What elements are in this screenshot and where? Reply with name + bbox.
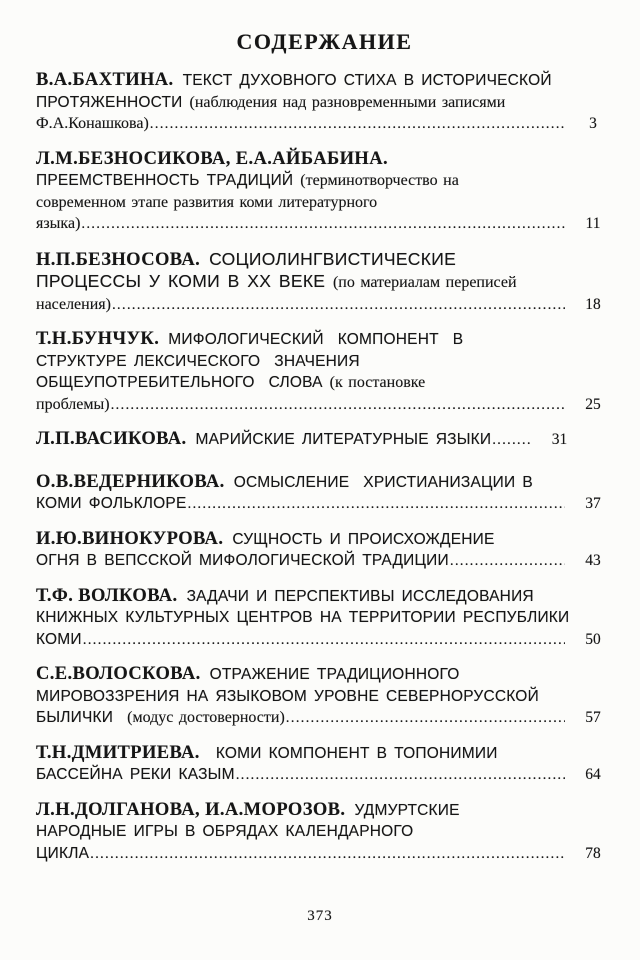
dot-leader [236,765,565,787]
toc-entry [36,329,613,416]
author-name: В.А.БАХТИНА. [36,70,174,90]
dot-leader [81,214,565,236]
article-title: ОТРАЖЕНИЕ ТРАДИЦИОННОГО [209,666,460,683]
article-title: ЦИКЛА [36,844,90,862]
toc-line [36,586,613,608]
article-note: (по материалам переписей [332,274,517,291]
toc-entry [36,743,613,787]
article-note: (модус достоверности) [127,709,285,726]
article-title: КОМИ [36,630,82,648]
entry-page-number: 25 [585,395,601,413]
toc-line [36,70,613,92]
toc-line [36,394,613,417]
contents-heading: СОДЕРЖАНИЕ [236,29,413,54]
toc-line [36,843,613,866]
article-title: КОМИ ФОЛЬКЛОРЕ [36,495,187,512]
toc-line [36,170,613,192]
article-title: ОСМЫСЛЕНИЕ ХРИСТИАНИЗАЦИИ В [233,473,533,491]
toc-line [36,113,613,136]
toc-line [36,149,613,171]
author-name: Н.П.БЕЗНОСОВА. [36,249,201,270]
entry-page-number: 57 [585,709,601,726]
toc-line [36,800,613,822]
article-title: КНИЖНЫХ КУЛЬТУРНЫХ ЦЕНТРОВ НА ТЕРРИТОРИИ РЕСПУБЛИКИ [36,609,570,626]
toc-line [36,686,613,708]
author-name: И.Ю.ВИНОКУРОВА. [36,528,224,549]
toc-line [36,607,613,629]
toc-line [36,271,613,294]
toc-line [36,249,613,272]
dot-leader [450,551,565,573]
article-title: ПРОЦЕССЫ У КОМИ В XX ВЕКЕ [36,271,333,291]
toc-entry [36,586,613,652]
author-name: Т.Н.БУНЧУК. [36,329,160,349]
entry-page-number: 18 [585,295,601,313]
toc-line [36,294,613,317]
article-note: (к постановке [329,374,426,391]
article-title: ЗАДАЧИ И ПЕРСПЕКТИВЫ ИССЛЕДОВАНИЯ [186,587,534,605]
author-name: Л.Н.ДОЛГАНОВА, И.А.МОРОЗОВ. [36,799,346,820]
toc-line [36,764,613,787]
toc-line [36,192,613,214]
toc-entry [36,800,613,866]
entry-page-number: 37 [585,495,601,512]
article-title: ПРЕЕМСТВЕННОСТЬ ТРАДИЦИЙ [36,172,301,189]
article-note: (наблюдения над разновременными записями [189,93,506,111]
entry-page-number: 43 [585,552,601,569]
toc-line [36,743,613,765]
entry-page-number: 3 [589,115,597,132]
article-title: МИРОВОЗЗРЕНИЯ НА ЯЗЫКОВОМ УРОВНЕ СЕВЕРНОРУССКОЙ [36,687,539,705]
dot-leader: ........ [492,432,532,448]
article-title: СОЦИОЛИНГВИСТИЧЕСКИЕ [209,248,457,269]
entry-page-number: 11 [585,215,601,232]
entry-page-number: 64 [585,766,601,783]
dot-leader [112,295,565,317]
article-title: БАССЕЙНА РЕКИ КАЗЫМ [36,766,235,783]
entry-page-number: 50 [585,630,601,648]
article-note: Ф.А.Конашкова) [36,115,149,132]
author-name: О.В.ВЕДЕРНИКОВА. [36,471,225,492]
toc-line [36,707,613,730]
toc-entry [36,429,613,452]
article-title: СУЩНОСТЬ И ПРОИСХОЖДЕНИЕ [232,530,495,548]
table-of-contents [36,70,613,865]
toc-entry [36,529,613,573]
article-note: населения) [36,295,111,313]
toc-entry [36,249,613,317]
entry-page-number: 31 [551,431,568,448]
toc-line [36,429,613,452]
author-name: Т.Н.ДМИТРИЕВА. [36,742,200,763]
article-note: современном этапе развития коми литературного [36,193,378,211]
toc-line [36,529,613,551]
toc-line [36,629,613,652]
toc-line [36,664,613,686]
page-footer-number: 373 [307,908,333,924]
toc-line [36,351,613,373]
toc-entry [36,70,613,136]
dot-leader [188,494,565,516]
toc-entry [36,664,613,730]
entry-page-number: 78 [585,844,601,862]
article-title: ПРОТЯЖЕННОСТИ [36,93,190,111]
article-note: проблемы) [36,395,110,413]
dot-leader [111,395,565,417]
toc-line [36,329,613,351]
article-title: КОМИ КОМПОНЕНТ В ТОПОНИМИИ [208,744,498,762]
article-title: НАРОДНЫЕ ИГРЫ В ОБРЯДАХ КАЛЕНДАРНОГО [36,823,414,840]
article-title: БЫЛИЧКИ [36,709,128,726]
article-title: ОГНЯ В ВЕПССКОЙ МИФОЛОГИЧЕСКОЙ ТРАДИЦИИ [36,552,449,569]
toc-line [36,472,613,494]
dot-leader [286,708,565,730]
author-name: Л.П.ВАСИКОВА. [36,429,187,449]
dot-leader [150,114,565,136]
toc-entry [36,472,613,516]
toc-line [36,821,613,843]
dot-leader [83,630,565,652]
author-name: Т.Ф. ВОЛКОВА. [36,585,178,606]
article-title: ТЕКСТ ДУХОВНОГО СТИХА В ИСТОРИЧЕСКОЙ [182,72,552,89]
article-title: МИФОЛОГИЧЕСКИЙ КОМПОНЕНТ В [168,331,464,348]
article-title: ОБЩЕУПОТРЕБИТЕЛЬНОГО СЛОВА [36,374,330,391]
article-note: (терминотворчество на [300,172,459,189]
toc-entry [36,149,613,236]
toc-line [36,372,613,394]
article-note: языка) [36,215,81,232]
article-title: УДМУРТСКИЕ [354,801,460,819]
article-title: МАРИЙСКИЕ ЛИТЕРАТУРНЫЕ ЯЗЫКИ [195,431,492,448]
toc-line [36,92,613,114]
toc-line [36,550,613,573]
toc-line [36,493,613,516]
toc-line [36,213,613,236]
author-name: Л.М.БЕЗНОСИКОВА, Е.А.АЙБАБИНА. [36,148,388,169]
author-name: С.Е.ВОЛОСКОВА. [36,664,201,684]
article-title: СТРУКТУРЕ ЛЕКСИЧЕСКОГО ЗНАЧЕНИЯ [36,352,360,370]
dot-leader [90,844,565,866]
